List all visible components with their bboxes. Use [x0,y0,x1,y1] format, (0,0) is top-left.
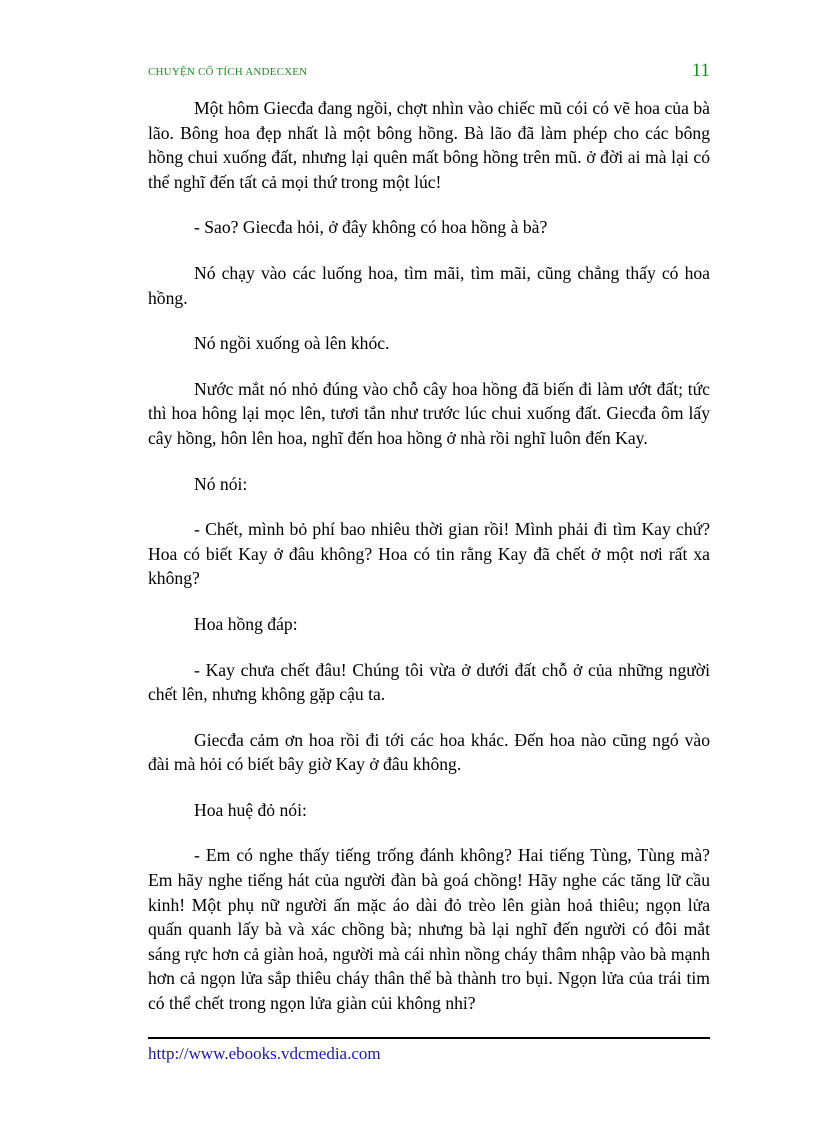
book-title: CHUYỆN CỔ TÍCH ANDECXEN [148,66,308,78]
paragraph: Nó chạy vào các luống hoa, tìm mãi, tìm mãi, cũng chẳng thấy có hoa hồng. [148,262,710,308]
paragraph: Một hôm Giecđa đang ngồi, chợt nhìn vào chiếc mũ cói có vẽ hoa của bà lão. Bông hoa đẹp nhất là một bông hồng. Bà lão đã làm phép cho các bông hồng chui xuống đất, nhưng lại quên mất bông hồng trên mũ. ở đời ai mà lại có thể nghĩ đến tất cả mọi thứ trong một lúc! [148,98,710,192]
paragraph: Nó nói: [194,473,248,494]
paragraph: Giecđa cảm ơn hoa rồi đi tới các hoa khác. Đến hoa nào cũng ngó vào đài mà hỏi có biết bây giờ Kay ở đâu không. [148,729,710,775]
paragraph: Nó ngồi xuống oà lên khóc. [194,333,390,354]
paragraph: - Sao? Giecđa hỏi, ở đây không có hoa hồng à bà? [194,217,548,238]
footer-url-link[interactable]: http://www.ebooks.vdcmedia.com [148,1044,381,1063]
paragraph: Nước mắt nó nhỏ đúng vào chỗ cây hoa hồng đã biến đi làm ướt đất; tức thì hoa hông lại mọc lên, tươi tắn như trước lúc chui xuống đất. Giecđa ôm lấy cây hồng, hôn lên hoa, nghĩ đến hoa hồng ở nhà rồi nghĩ luôn đến Kay. [148,378,710,448]
paragraph: - Kay chưa chết đâu! Chúng tôi vừa ở dưới đất chỗ ở của những người chết lên, nhưng không gặp cậu ta. [148,659,710,705]
footer-divider [148,1037,710,1039]
paragraph: Hoa huệ đỏ nói: [194,799,307,820]
paragraph: - Em có nghe thấy tiếng trống đánh không? Hai tiếng Tùng, Tùng mà? Em hãy nghe tiếng hát của người đàn bà goá chồng! Hãy nghe các tăng lữ cầu kinh! Một phụ nữ người ấn mặc áo dài đỏ trèo lên giàn hoả thiêu; ngọn lửa quấn quanh lấy bà và xác chồng bà; nhưng bà lại nghĩ đến người có đôi mắt sáng rực hơn cả giàn hoả, người mà cái nhìn nồng cháy thâm nhập vào bà mạnh hơn cả ngọn lửa sắp thiêu cháy thân thể bà thành tro bụi. Ngọn lửa của trái tim có thể chết trong ngọn lửa giàn củi không nhỉ? [148,845,710,1014]
page-number: 11 [691,60,710,81]
paragraph: - Chết, mình bỏ phí bao nhiêu thời gian rồi! Mình phải đi tìm Kay chứ? Hoa có biết Kay ở đâu không? Hoa có tin rằng Kay đã chết ở một nơi rất xa không? [148,519,710,589]
page-header [148,60,710,84]
paragraph: Hoa hồng đáp: [194,613,298,634]
page-body [148,96,710,1037]
